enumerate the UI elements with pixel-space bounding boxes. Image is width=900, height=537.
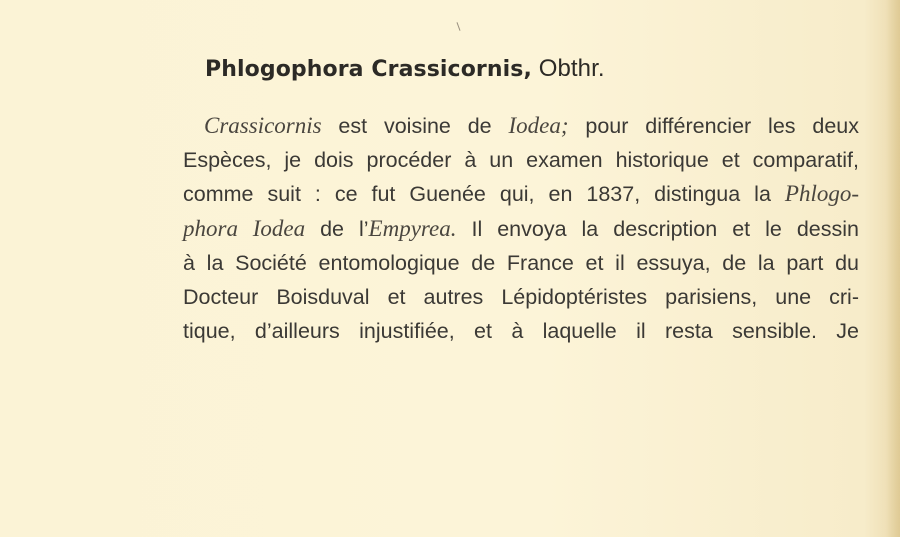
italic-term: Iodea; — [508, 113, 569, 138]
body-paragraph — [183, 109, 859, 348]
species-name: Phlogophora Crassicornis, — [205, 57, 532, 82]
text-line-2: Espèces, je dois procéder à un examen historique et comparatif, — [183, 148, 859, 173]
page-edge-shadow — [886, 0, 900, 537]
page-heading — [205, 55, 605, 83]
text-line-5: à la Société entomologique de France et il essuya, de la part du — [183, 250, 859, 275]
text-line-1 — [183, 109, 859, 143]
text-span: Il envoya la description et le dessin — [456, 216, 859, 241]
text-span: de l’ — [305, 216, 369, 241]
italic-term: Empyrea. — [368, 215, 457, 241]
italic-term: Phlogo- — [784, 181, 859, 207]
text-line-7: tique, d’ailleurs injustifiée, et à laquelle il resta sensible. Je — [183, 319, 859, 344]
text-span: est voisine de — [321, 114, 509, 138]
text-span: pour différencier les deux — [568, 114, 859, 138]
italic-term: phora Iodea — [183, 215, 306, 241]
species-author: Obthr. — [538, 55, 605, 82]
italic-term: Crassicornis — [204, 113, 322, 138]
ink-speck — [456, 22, 460, 31]
text-span: comme suit : ce fut Guenée qui, en 1837, distingua la — [183, 182, 785, 207]
text-line-4 — [183, 212, 859, 246]
text-line-6: Docteur Boisduval et autres Lépidoptéristes parisiens, une cri- — [183, 284, 859, 309]
text-line-3 — [183, 177, 859, 211]
